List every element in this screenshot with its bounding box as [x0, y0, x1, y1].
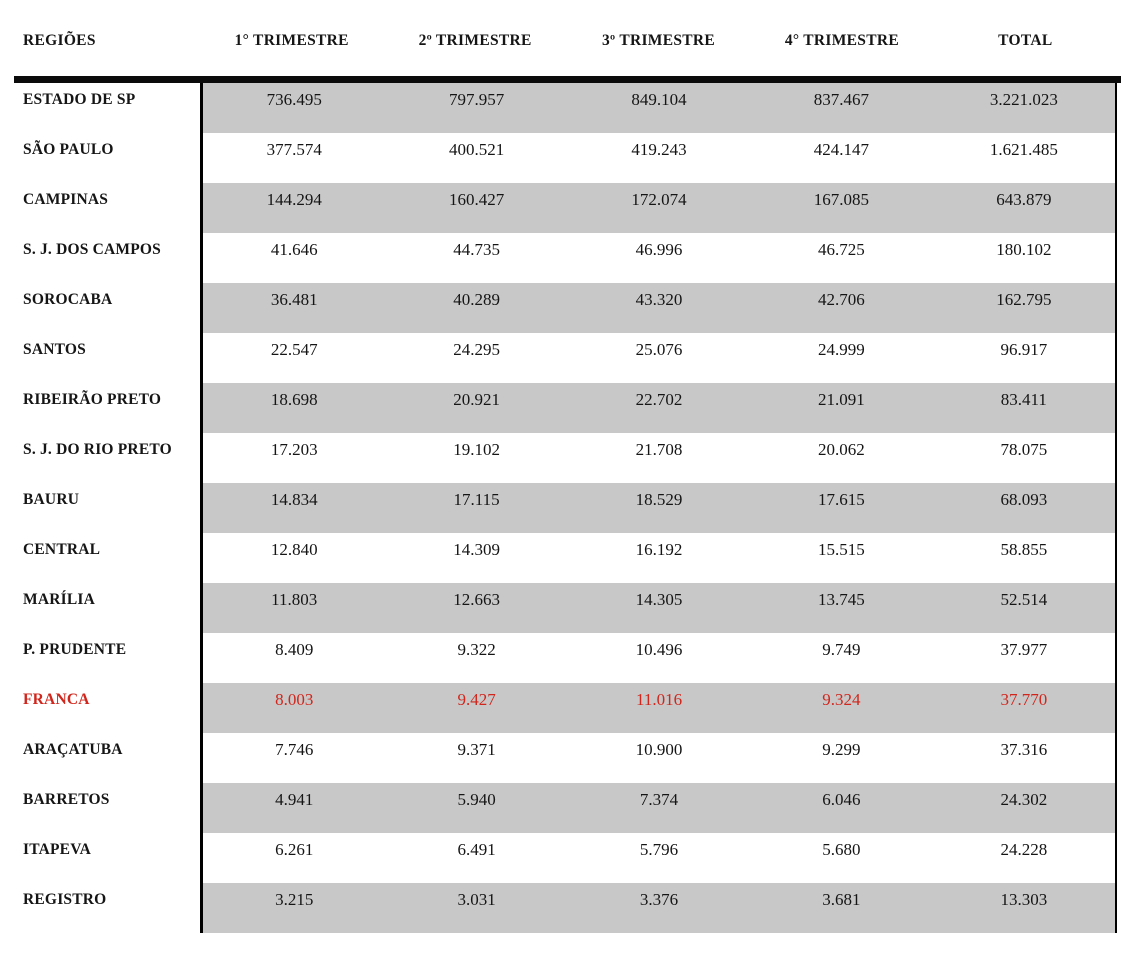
value-cell: 5.796 [639, 840, 679, 859]
value-cell: 40.289 [453, 290, 500, 309]
value-cell: 20.062 [818, 440, 865, 459]
value-cell: 24.228 [1000, 840, 1048, 859]
value-cell: 736.495 [266, 90, 322, 109]
region-label: BAURU [14, 483, 200, 533]
table-row [14, 333, 1117, 383]
value-cell: 17.203 [270, 440, 318, 459]
value-cell: 144.294 [266, 190, 322, 209]
value-cell: 3.221.023 [989, 90, 1058, 109]
value-cell: 42.706 [818, 290, 865, 309]
value-cell: 3.215 [275, 890, 314, 909]
value-cell: 13.303 [1000, 890, 1048, 909]
value-cell: 18.529 [635, 490, 683, 509]
value-cell: 14.305 [635, 590, 683, 609]
table-row [14, 133, 1117, 183]
row-values-band [200, 333, 1117, 383]
value-cell: 11.803 [271, 590, 318, 609]
value-cell: 9.427 [457, 690, 496, 709]
value-cell: 24.295 [453, 340, 500, 359]
value-cell: 12.840 [270, 540, 318, 559]
value-cell: 8.003 [275, 690, 314, 709]
value-cell: 14.834 [270, 490, 318, 509]
value-cell: 3.681 [822, 890, 861, 909]
value-cell: 16.192 [635, 540, 683, 559]
value-cell: 837.467 [813, 90, 870, 109]
region-label: RIBEIRÃO PRETO [14, 383, 200, 433]
table-row [14, 433, 1117, 483]
row-values-band [200, 783, 1117, 833]
value-cell: 22.702 [635, 390, 683, 409]
value-cell: 6.261 [275, 840, 314, 859]
row-values-band [200, 533, 1117, 583]
column-header-4: 4° TRIMESTRE [784, 32, 899, 49]
table-row [14, 733, 1117, 783]
value-cell: 7.746 [275, 740, 314, 759]
row-values-band [200, 133, 1117, 183]
table-row [14, 183, 1117, 233]
region-label: BARRETOS [14, 783, 200, 833]
value-cell: 9.322 [457, 640, 496, 659]
region-label: ESTADO DE SP [14, 83, 200, 133]
value-cell: 9.749 [822, 640, 861, 659]
value-cell: 5.940 [457, 790, 496, 809]
value-cell: 9.324 [822, 690, 861, 709]
table-row [14, 633, 1117, 683]
region-label: REGISTRO [14, 883, 200, 933]
region-label: CENTRAL [14, 533, 200, 583]
value-cell: 849.104 [631, 90, 687, 109]
value-cell: 7.374 [639, 790, 679, 809]
value-cell: 167.085 [813, 190, 870, 209]
region-label: MARÍLIA [14, 583, 200, 633]
value-cell: 18.698 [270, 390, 318, 409]
row-values-band [200, 233, 1117, 283]
value-cell: 12.663 [453, 590, 500, 609]
table-row [14, 83, 1117, 133]
row-values-band [200, 483, 1117, 533]
table-header-row [14, 0, 1117, 76]
value-cell: 10.496 [635, 640, 683, 659]
value-cell: 24.999 [818, 340, 865, 359]
value-cell: 419.243 [631, 140, 687, 159]
region-label: P. PRUDENTE [14, 633, 200, 683]
value-cell: 24.302 [1000, 790, 1048, 809]
row-values-band [200, 183, 1117, 233]
row-values-band [200, 833, 1117, 883]
value-cell: 5.680 [822, 840, 861, 859]
region-label: SOROCABA [14, 283, 200, 333]
value-cell: 17.115 [453, 490, 500, 509]
table-row [14, 383, 1117, 433]
column-header-regioes: REGIÕES [23, 32, 96, 49]
table-row [14, 483, 1117, 533]
value-cell: 172.074 [631, 190, 687, 209]
region-label: FRANCA [14, 683, 200, 733]
region-label: ITAPEVA [14, 833, 200, 883]
column-header-5: TOTAL [998, 32, 1053, 49]
value-cell: 13.745 [818, 590, 865, 609]
value-cell: 37.316 [1000, 740, 1048, 759]
value-cell: 6.491 [457, 840, 496, 859]
table-row [14, 883, 1117, 933]
row-values-band [200, 283, 1117, 333]
table-row [14, 233, 1117, 283]
region-label: SÃO PAULO [14, 133, 200, 183]
value-cell: 41.646 [270, 240, 318, 259]
quarter-column-headers [200, 32, 1117, 50]
column-header-2: 2º TRIMESTRE [418, 32, 532, 49]
value-cell: 68.093 [1000, 490, 1048, 509]
value-cell: 83.411 [1000, 390, 1047, 409]
value-cell: 9.299 [822, 740, 861, 759]
value-cell: 400.521 [448, 140, 505, 159]
value-cell: 643.879 [996, 190, 1052, 209]
value-cell: 11.016 [635, 690, 683, 709]
value-cell: 20.921 [453, 390, 500, 409]
value-cell: 52.514 [1000, 590, 1048, 609]
column-header-3: 3º TRIMESTRE [601, 32, 716, 49]
value-cell: 1.621.485 [989, 140, 1058, 159]
value-cell: 17.615 [818, 490, 865, 509]
table-row [14, 783, 1117, 833]
value-cell: 37.977 [1000, 640, 1048, 659]
value-cell: 46.725 [818, 240, 865, 259]
row-values-band [200, 83, 1117, 133]
value-cell: 15.515 [818, 540, 865, 559]
region-label: CAMPINAS [14, 183, 200, 233]
table-body [14, 83, 1117, 933]
value-cell: 43.320 [635, 290, 683, 309]
table-row [14, 283, 1117, 333]
row-values-band [200, 383, 1117, 433]
value-cell: 10.900 [635, 740, 683, 759]
value-cell: 21.708 [635, 440, 683, 459]
row-values-band [200, 683, 1117, 733]
value-cell: 797.957 [448, 90, 505, 109]
value-cell: 377.574 [266, 140, 322, 159]
value-cell: 19.102 [453, 440, 500, 459]
region-label: S. J. DOS CAMPOS [14, 233, 200, 283]
value-cell: 3.376 [639, 890, 679, 909]
header-divider-rule [14, 76, 1121, 83]
value-cell: 14.309 [453, 540, 500, 559]
value-cell: 58.855 [1000, 540, 1048, 559]
row-values-band [200, 433, 1117, 483]
row-values-band [200, 883, 1117, 933]
value-cell: 21.091 [818, 390, 865, 409]
column-header-1: 1° TRIMESTRE [234, 32, 349, 49]
value-cell: 37.770 [1000, 690, 1048, 709]
table-row [14, 833, 1117, 883]
value-cell: 44.735 [453, 240, 500, 259]
value-cell: 46.996 [635, 240, 683, 259]
value-cell: 36.481 [270, 290, 318, 309]
value-cell: 424.147 [813, 140, 870, 159]
row-values-band [200, 583, 1117, 633]
value-cell: 180.102 [996, 240, 1052, 259]
value-cell: 160.427 [448, 190, 505, 209]
region-label: ARAÇATUBA [14, 733, 200, 783]
region-label: SANTOS [14, 333, 200, 383]
value-cell: 8.409 [275, 640, 314, 659]
value-cell: 96.917 [1000, 340, 1048, 359]
value-cell: 3.031 [457, 890, 496, 909]
table-row [14, 583, 1117, 633]
value-cell: 162.795 [996, 290, 1052, 309]
table-row [14, 683, 1117, 733]
row-values-band [200, 733, 1117, 783]
value-cell: 9.371 [457, 740, 496, 759]
row-values-band [200, 633, 1117, 683]
value-cell: 6.046 [822, 790, 861, 809]
region-label: S. J. DO RIO PRETO [14, 433, 200, 483]
value-cell: 78.075 [1000, 440, 1048, 459]
table-row [14, 533, 1117, 583]
value-cell: 22.547 [270, 340, 318, 359]
value-cell: 4.941 [275, 790, 314, 809]
value-cell: 25.076 [635, 340, 683, 359]
